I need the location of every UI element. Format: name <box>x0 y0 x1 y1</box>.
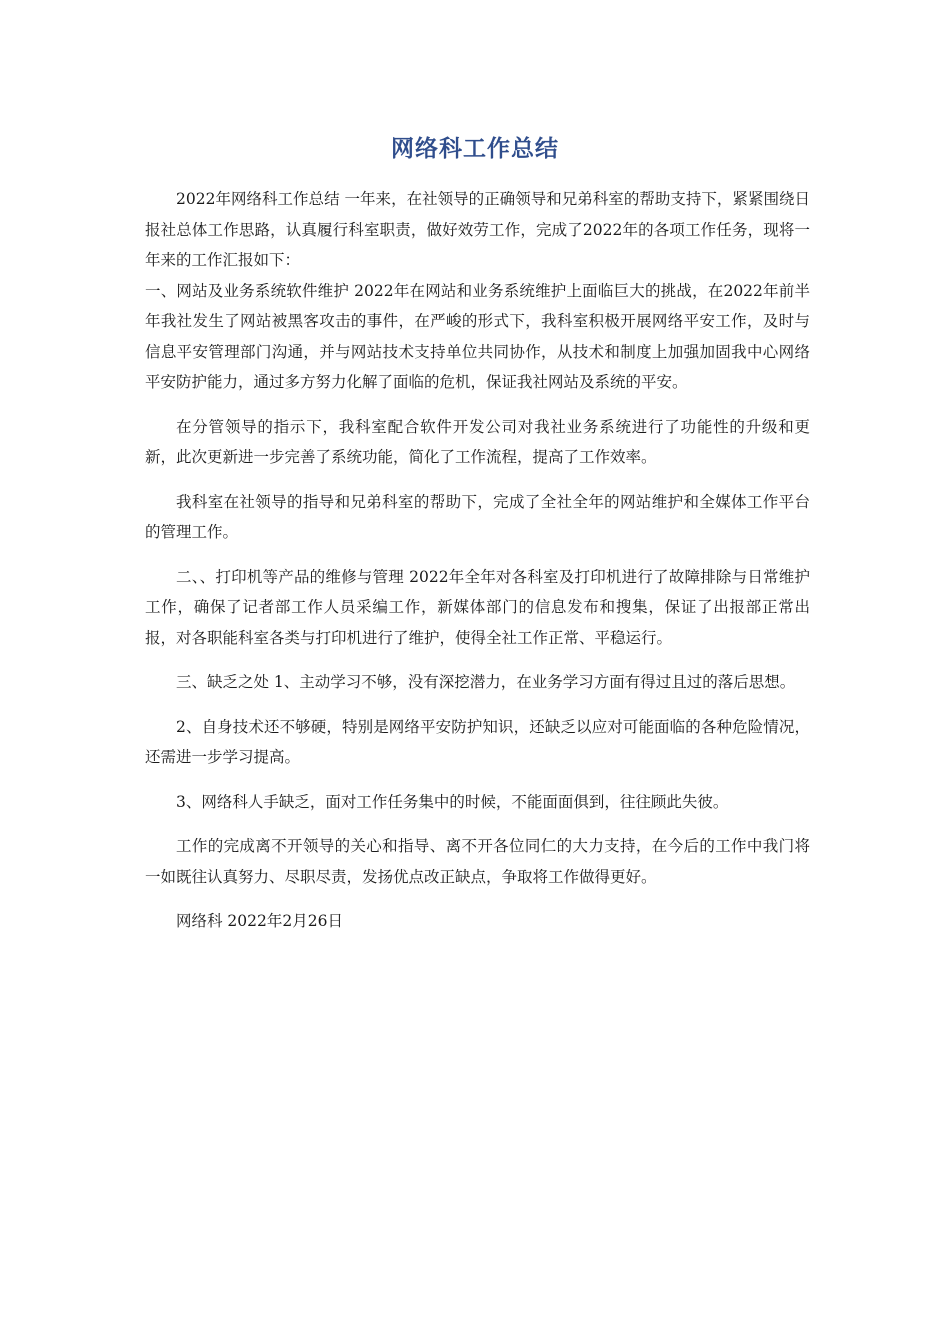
document-title: 网络科工作总结 <box>391 136 559 162</box>
section-two-paragraph: 二、、打印机等产品的维修与管理 2022年全年对各科室及打印机进行了故障排除与日常维护工作，确保了记者部工作人员采编工作，新媒体部门的信息发布和搜集，保证了出报部正常出报，对各职能科室各类与打印机进行了维护，使得全社工作正常、平稳运行。 <box>145 567 810 647</box>
system-upgrade-paragraph: 在分管领导的指示下，我科室配合软件开发公司对我社业务系统进行了功能性的升级和更新，此次更新进一步完善了系统功能，简化了工作流程，提高了工作效率。 <box>145 417 810 466</box>
section-one-paragraph: 一、网站及业务系统软件维护 2022年在网站和业务系统维护上面临巨大的挑战，在2022年前半年我社发生了网站被黑客攻击的事件，在严峻的形式下，我科室积极开展网络平安工作，及时与信息平安管理部门沟通，并与网站技术支持单位共同协作，从技术和制度上加强加固我中心网络平安防护能力，通过多方努力化解了面临的危机，保证我社网站及系统的平安。 <box>145 281 810 391</box>
website-maintenance-paragraph: 我科室在社领导的指导和兄弟科室的帮助下，完成了全社全年的网站维护和全媒体工作平台的管理工作。 <box>145 492 810 541</box>
section-three-paragraph: 三、缺乏之处 1、主动学习不够，没有深挖潜力，在业务学习方面有得过且过的落后思想。 <box>176 673 796 691</box>
shortcoming-three-paragraph: 3、网络科人手缺乏，面对工作任务集中的时候，不能面面俱到，往往顾此失彼。 <box>176 792 729 811</box>
intro-paragraph: 2022年网络科工作总结 一年来，在社领导的正确领导和兄弟科室的帮助支持下，紧紧围绕日报社总体工作思路，认真履行科室职责，做好效劳工作，完成了2022年的各项工作任务，现将一年来的工作汇报如下： <box>145 190 810 269</box>
shortcoming-two-paragraph: 2、自身技术还不够硬，特别是网络平安防护知识，还缺乏以应对可能面临的各种危险情况，还需进一步学习提高。 <box>145 717 810 766</box>
closing-paragraph: 工作的完成离不开领导的关心和指导、离不开各位同仁的大力支持，在今后的工作中我门将一如既往认真努力、尽职尽责，发扬优点改正缺点，争取将工作做得更好。 <box>145 837 810 886</box>
signature-date: 网络科 2022年2月26日 <box>176 912 343 930</box>
document-body <box>145 184 810 937</box>
